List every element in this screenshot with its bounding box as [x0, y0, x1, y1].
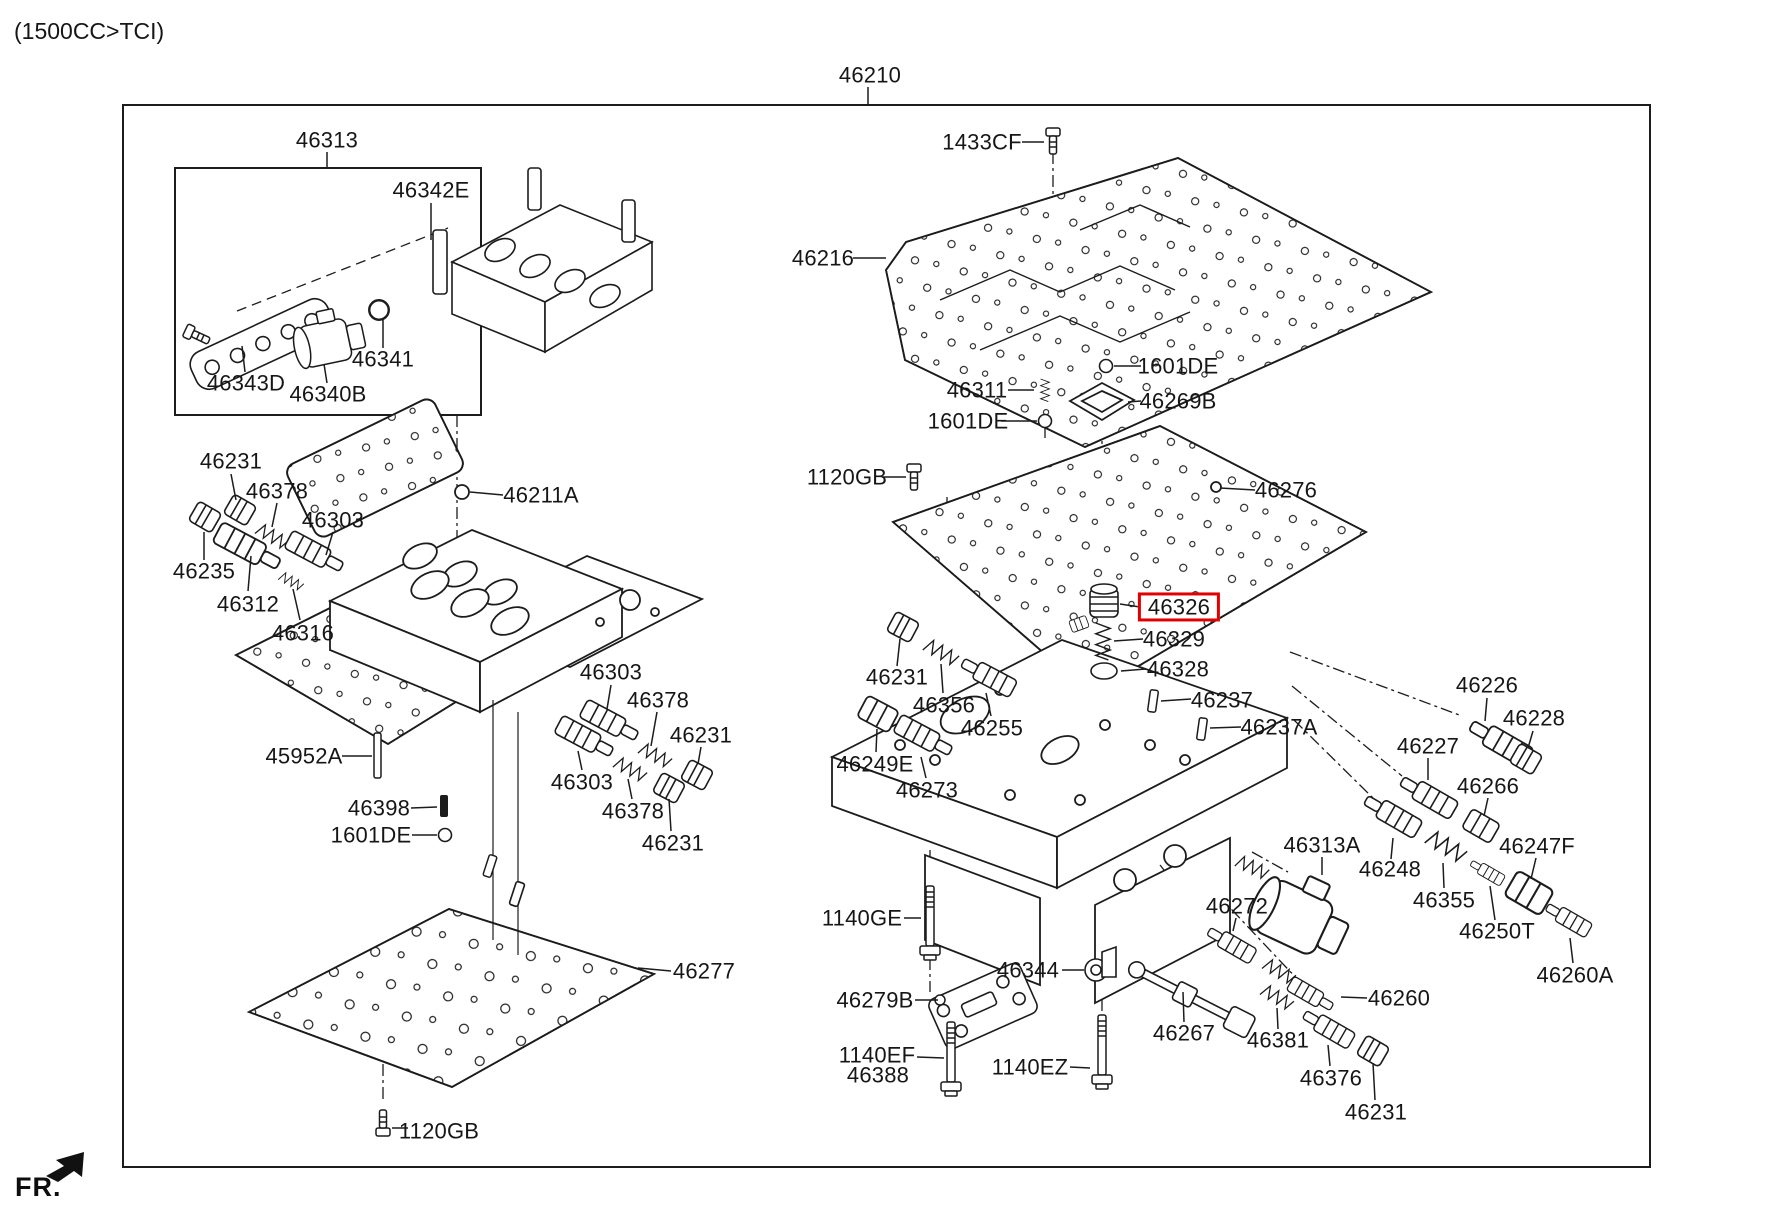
spring-46316 [278, 571, 304, 591]
part-label[interactable]: 46248 [1358, 856, 1422, 882]
part-label[interactable]: 46303 [579, 659, 643, 685]
part-label-highlighted[interactable]: 46326 [1138, 592, 1220, 621]
part-label[interactable]: 1120GB [398, 1118, 480, 1144]
part-label[interactable]: 46266 [1456, 773, 1520, 799]
part-label[interactable]: 46260A [1536, 962, 1614, 988]
valve-46303 [284, 530, 346, 576]
part-label[interactable]: 46378 [601, 798, 665, 824]
part-label[interactable]: 46381 [1246, 1027, 1310, 1053]
part-label[interactable]: 46247F [1499, 833, 1575, 859]
part-label[interactable]: 46216 [791, 245, 855, 271]
part-label[interactable]: 46235 [172, 558, 236, 584]
part-label[interactable]: 1140GE [821, 905, 903, 931]
part-label[interactable]: 46313 [295, 127, 359, 153]
bolt-1433CF [1046, 128, 1060, 154]
ring-1601DE-r [1100, 360, 1113, 373]
part-label[interactable]: 46311 [946, 377, 1008, 403]
part-label[interactable]: 46356 [912, 692, 976, 718]
part-label[interactable]: 46228 [1502, 705, 1566, 731]
spring-46378-b [638, 742, 673, 769]
part-label[interactable]: 46376 [1299, 1065, 1363, 1091]
ring-1601DE-r2 [1039, 415, 1052, 428]
part-label[interactable]: 46273 [895, 777, 959, 803]
part-label[interactable]: 46231 [865, 664, 929, 690]
valve-46272 [1205, 924, 1258, 964]
part-label[interactable]: 46227 [1396, 733, 1460, 759]
bolt-1120GB-bottom [376, 1110, 390, 1136]
part-label[interactable]: 1601DE [330, 822, 412, 848]
part-label[interactable]: 1140EF [838, 1042, 916, 1068]
spring-46356 [923, 638, 960, 666]
part-label[interactable]: 1601DE [927, 408, 1009, 434]
spring-sol [1235, 854, 1270, 879]
valve-46250T [1468, 858, 1505, 886]
variant-label: (1500CC>TCI) [14, 18, 165, 44]
part-label[interactable]: 46237 [1190, 687, 1254, 713]
part-label[interactable]: 46255 [960, 715, 1024, 741]
part-label[interactable]: 46210 [838, 62, 902, 88]
part-label[interactable]: 1120GB [806, 464, 888, 490]
part-label[interactable]: 1140EZ [991, 1054, 1069, 1080]
pin-46342E [433, 230, 447, 294]
part-label[interactable]: 46344 [996, 957, 1060, 983]
part-label[interactable]: 46398 [347, 795, 411, 821]
spring-46378-c [613, 756, 648, 783]
part-label[interactable]: 46276 [1254, 477, 1318, 503]
part-label[interactable]: 46316 [271, 620, 335, 646]
oring-46328 [1091, 663, 1117, 679]
pin-46398 [440, 795, 448, 817]
part-label[interactable]: 46312 [216, 591, 280, 617]
valve-46260 [1286, 976, 1336, 1014]
part-label[interactable]: 46388 [846, 1062, 910, 1088]
part-label[interactable]: 46231 [669, 722, 733, 748]
bolt-1140EZ [1092, 1015, 1112, 1089]
cap-46235 [188, 501, 222, 533]
bolt-1120GB-right [907, 464, 921, 490]
part-label[interactable]: 46378 [626, 687, 690, 713]
part-label[interactable]: 1433CF [942, 129, 1022, 155]
part-label[interactable]: 46328 [1146, 656, 1210, 682]
part-label[interactable]: 46231 [641, 830, 705, 856]
spring-46355 [1425, 829, 1469, 863]
part-label[interactable]: 46355 [1412, 887, 1476, 913]
part-label[interactable]: 46343D [206, 370, 286, 396]
cap-46231-b [680, 759, 713, 791]
part-label[interactable]: 46279B [836, 987, 914, 1013]
pin-hanging-b [509, 881, 525, 907]
part-label[interactable]: 46237A [1240, 714, 1318, 740]
part-label[interactable]: 46341 [351, 346, 415, 372]
part-label[interactable]: 46272 [1205, 893, 1269, 919]
part-label[interactable]: 46313A [1283, 832, 1361, 858]
part-label[interactable]: 46329 [1142, 626, 1206, 652]
part-label[interactable]: 46250T [1459, 918, 1535, 944]
part-label[interactable]: 46211A [503, 482, 579, 508]
part-label[interactable]: 46231 [1344, 1099, 1408, 1125]
part-label[interactable]: 46277 [672, 958, 736, 984]
cap-46231-br [1356, 1035, 1390, 1067]
fr-direction-label: FR. [15, 1172, 62, 1202]
part-label[interactable]: 46267 [1152, 1020, 1216, 1046]
part-label[interactable]: 1601DE [1137, 353, 1219, 379]
part-label[interactable]: 46342E [392, 177, 470, 203]
ring-1601DE [439, 829, 452, 842]
part-label[interactable]: 46260 [1367, 985, 1431, 1011]
bolt-46343D [182, 324, 211, 348]
pin-hanging-a [483, 854, 497, 877]
right-assembly [832, 158, 1431, 1003]
part-label[interactable]: 46340B [289, 381, 367, 407]
valve-46260A [1543, 900, 1593, 938]
part-label[interactable]: 46378 [245, 478, 309, 504]
sleeve-46266 [1462, 808, 1501, 843]
part-label[interactable]: 46303 [550, 769, 614, 795]
pin-45952A [374, 733, 381, 778]
part-label[interactable]: 46269B [1139, 388, 1217, 414]
part-label[interactable]: 46249E [836, 751, 914, 777]
cap-46231-r [886, 611, 919, 643]
oring-46341 [369, 300, 389, 320]
piston-46326 [1090, 584, 1118, 617]
part-label[interactable]: 46231 [199, 448, 263, 474]
part-label[interactable]: 46303 [301, 507, 365, 533]
part-label[interactable]: 46226 [1455, 672, 1519, 698]
part-label[interactable]: 45952A [265, 743, 343, 769]
